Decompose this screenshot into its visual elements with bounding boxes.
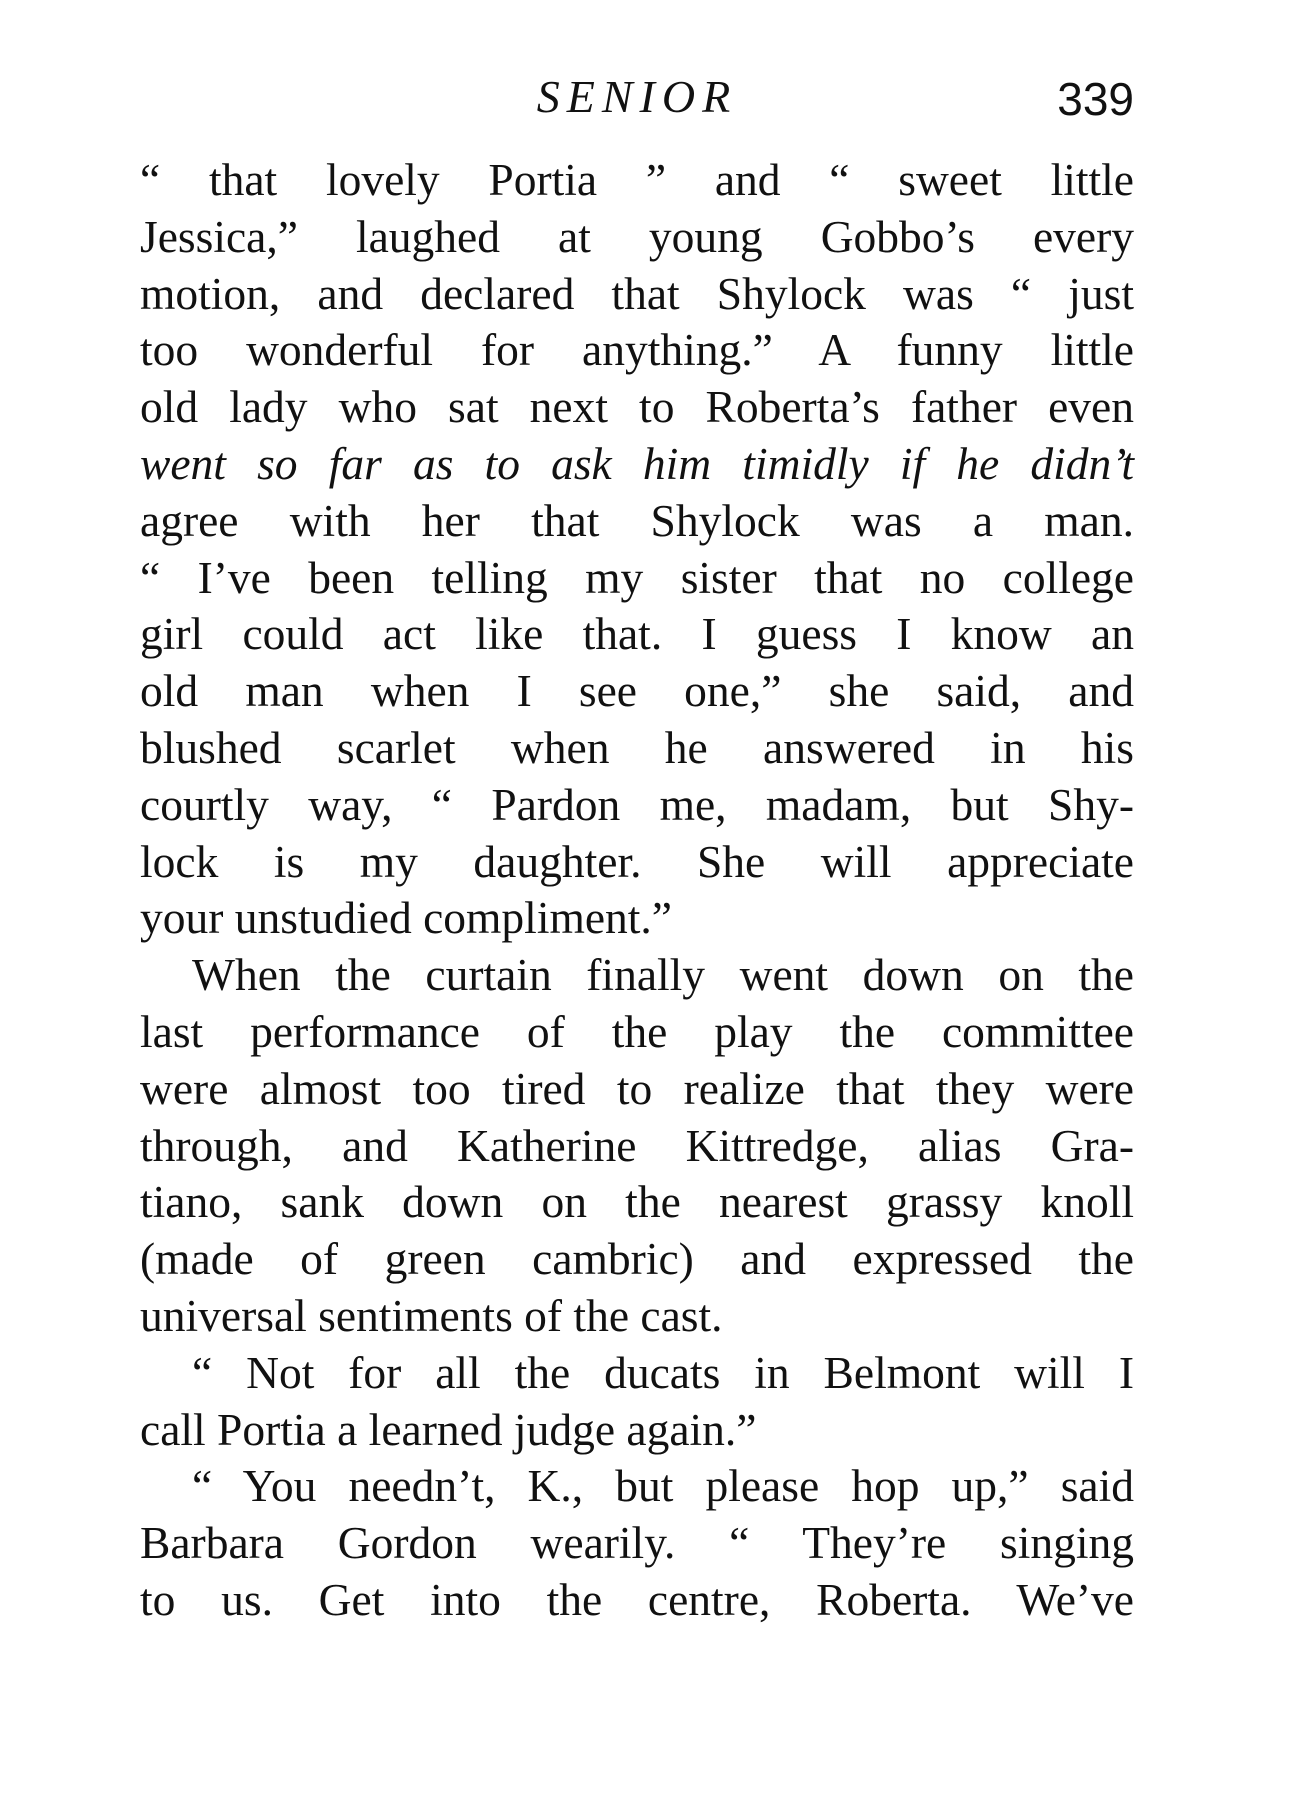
text-line: “ I’ve been telling my sister that no college bbox=[140, 551, 1134, 603]
text-line: old man when I see one,” she said, and bbox=[140, 665, 1134, 717]
text-line: girl could act like that. I guess I know an bbox=[140, 608, 1134, 660]
text-line: “ that lovely Portia ” and “ sweet little bbox=[140, 154, 1134, 205]
text-line: agree with her that Shylock was a man. bbox=[140, 494, 1134, 546]
paragraph-start-line: When the curtain finally went down on the bbox=[192, 949, 1134, 1001]
text-line: last performance of the play the committee bbox=[140, 1005, 1134, 1057]
text-line: motion, and declared that Shylock was “ just bbox=[140, 267, 1134, 319]
running-title: SENIOR bbox=[536, 71, 738, 122]
page-number: 339 bbox=[1057, 73, 1134, 125]
text-line: Barbara Gordon wearily. “ They’re singing bbox=[140, 1517, 1134, 1569]
paragraph-start-line: “ You needn’t, K., but please hop up,” said bbox=[192, 1460, 1134, 1512]
text-line-italic: went so far as to ask him timidly if he didn’t bbox=[140, 437, 1134, 489]
running-head bbox=[140, 70, 1134, 130]
text-line: lock is my daughter. She will appreciate bbox=[140, 835, 1134, 887]
text-line: blushed scarlet when he answered in his bbox=[140, 721, 1134, 773]
text-line: to us. Get into the centre, Roberta. We’ve bbox=[140, 1573, 1134, 1625]
text-line: old lady who sat next to Roberta’s father even bbox=[140, 381, 1134, 433]
text-line: universal sentiments of the cast. bbox=[140, 1289, 723, 1341]
text-line: too wonderful for anything.” A funny little bbox=[140, 324, 1134, 376]
text-line: through, and Katherine Kittredge, alias Gra- bbox=[140, 1119, 1134, 1171]
text-line: Jessica,” laughed at young Gobbo’s every bbox=[140, 210, 1134, 262]
text-line: call Portia a learned judge again.” bbox=[140, 1403, 757, 1455]
paragraph-start-line: “ Not for all the ducats in Belmont will I bbox=[192, 1346, 1134, 1398]
text-line: were almost too tired to realize that they were bbox=[140, 1062, 1134, 1114]
text-line: tiano, sank down on the nearest grassy knoll bbox=[140, 1176, 1134, 1228]
text-line: your unstudied compliment.” bbox=[140, 892, 673, 944]
text-line: courtly way, “ Pardon me, madam, but Shy- bbox=[140, 778, 1134, 830]
body-text bbox=[140, 152, 1134, 1629]
text-line: (made of green cambric) and expressed the bbox=[140, 1233, 1134, 1285]
